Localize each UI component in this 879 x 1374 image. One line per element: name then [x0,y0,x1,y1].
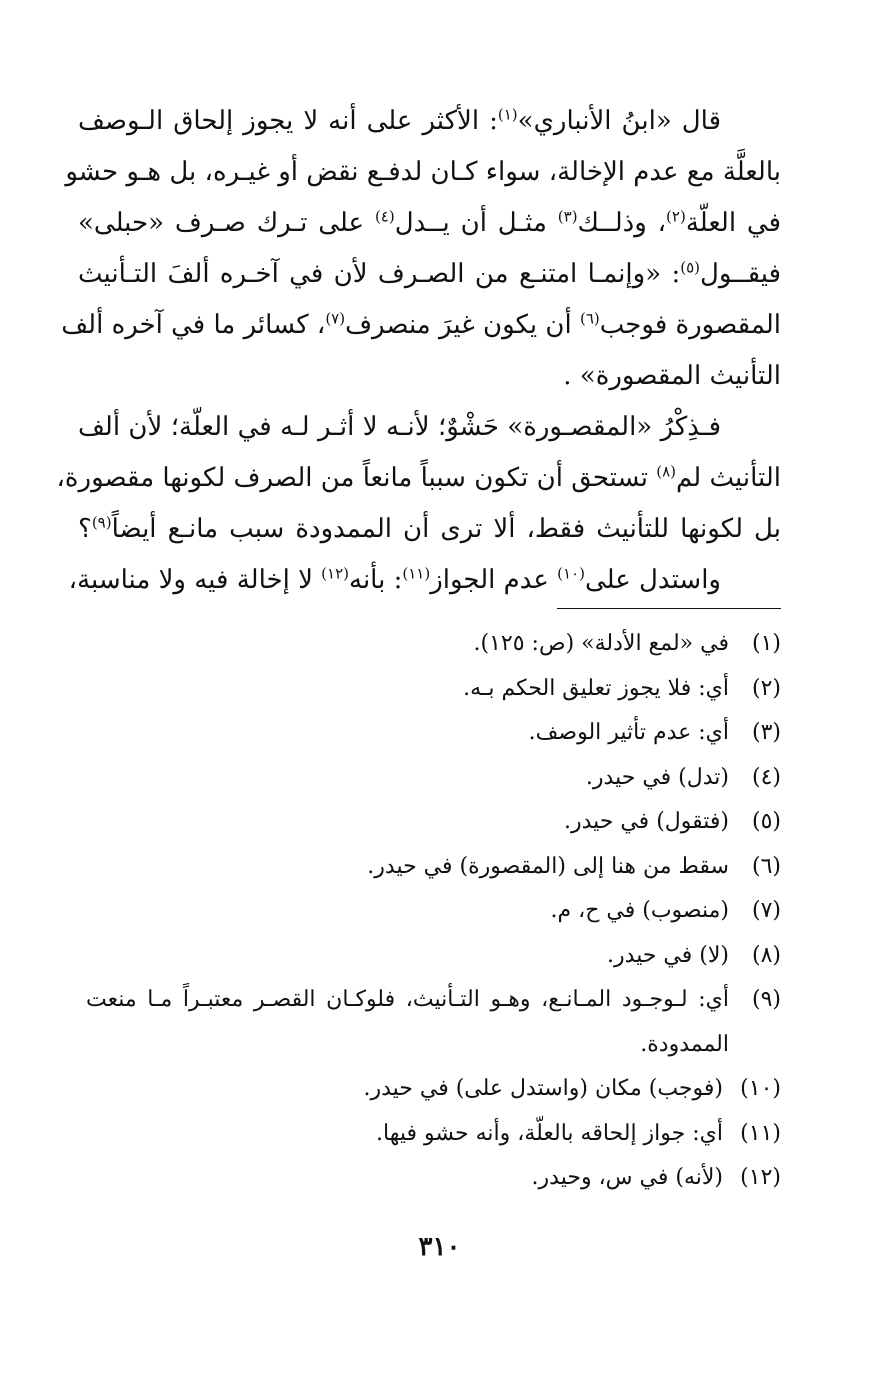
text-line [78,96,781,147]
text-segment: ، كسائر ما في آخره ألف [61,310,326,340]
footnote [86,756,781,801]
footnote [86,1112,781,1157]
footnote-number: (٧) [751,898,781,923]
footnote-text [86,978,729,1067]
text-segment: المقصورة فوجب [599,310,781,340]
footnote-ref: (٢) [666,207,686,226]
text-segment: ، وذلــك [577,208,667,238]
text-line [78,249,781,300]
footnote-number: (١٢) [740,1165,781,1190]
footnote [86,978,781,1067]
text-line [68,555,781,606]
text-segment: في العلّة [685,208,782,238]
footnote [86,1067,781,1112]
footnote-text: أي: جواز إلحاقه بالعلّة، وأنه حشو فيها. [376,1120,723,1146]
text-line [61,300,781,351]
footnote-ref: (٦) [580,309,600,328]
text-segment: ؟ [78,514,92,544]
text-line [65,147,781,198]
text-segment: بالعلَّة مع عدم الإخالة، سواء كـان لدفـع نقض أو غيـره، بل هـو حشو [65,157,781,187]
footnote-text: (لأنه) في س، وحيدر. [531,1165,723,1190]
footnote-text: سقط من هنا إلى (المقصورة) في حيدر. [367,853,729,879]
footnote-number: (٨) [751,942,781,968]
text-segment: مثـل أن يــدل [394,208,558,238]
text-segment: التأنيث المقصورة» . [563,361,781,391]
footnote [86,1156,781,1201]
footnote-text-line: الممدودة. [640,1031,729,1057]
text-segment: التأنيث لم [675,463,781,493]
text-segment: : «وإنمـا امتنـع من الصـرف لأن في آخـره ألفَ التـأنيث [78,259,681,289]
footnote-ref: (٥) [680,258,701,277]
footnote-number: (٦) [751,853,781,879]
footnote-text-line: أي: لـوجـود المـانـع، وهـو التـأنيث، فلوكـان القصـر معتبـراً مـا منعت [86,987,729,1012]
text-line [78,402,781,453]
text-segment: على تـرك صـرف «حبلى» [78,208,375,238]
text-segment: تستحق أن تكون سبباً مانعاً من الصرف لكونها مقصورة، [56,463,657,493]
footnote-ref: (٤) [374,207,395,226]
footnote-number: (١) [751,631,781,656]
footnote [86,667,781,712]
footnote [86,711,781,756]
footnote-number: (٤) [751,764,781,790]
footnote-ref: (٣) [557,207,578,226]
text-segment: عدم الجواز [430,565,558,595]
footnote-text: أي: فلا يجوز تعليق الحكم بـه. [463,675,729,701]
footnote-number: (٥) [751,809,781,834]
text-segment: فـذِكْرُ «المقصـورة» حَشْوٌ؛ لأنـه لا أثـر لـه في العلّة؛ لأن ألف [78,412,721,442]
footnote-ref: (١٢) [321,564,349,583]
text-segment: قال «ابنُ الأنباري» [517,106,721,136]
main-text [56,96,782,606]
footnote [86,934,781,979]
text-segment: فيقــول [700,259,781,289]
text-line [56,453,781,504]
text-line [78,198,781,249]
page-number: ٣١٠ [418,1232,461,1262]
footnote [86,845,781,890]
footnote-text: أي: عدم تأثير الوصف. [528,720,729,745]
footnote-text: (فوجب) مكان (واستدل على) في حيدر. [363,1076,723,1101]
footnote-ref: (٨) [656,462,676,481]
footnote-ref: (١٠) [557,564,585,583]
footnote-ref: (٧) [325,309,346,328]
footnote-number: (٣) [751,720,781,745]
footnote [86,889,781,934]
text-segment: واستدل على [584,565,721,595]
text-segment: بل لكونها للتأنيث فقط، ألا ترى أن الممدودة سبب مانـع أيضاً [111,514,781,544]
text-line [78,504,781,555]
footnote-ref: (١١) [402,564,431,583]
text-segment: لا إخالة فيه ولا مناسبة، [68,565,322,595]
footnote-ref: (٩) [91,513,112,532]
text-segment: : بأنه [349,565,403,595]
footnote-text: (تدل) في حيدر. [585,764,729,790]
footnote-number: (١١) [740,1120,781,1146]
footnotes [86,622,781,1201]
footnote-text: (فتقول) في حيدر. [563,809,729,834]
footnote [86,800,781,845]
footnote [86,622,781,667]
text-segment: أن يكون غيرَ منصرف [345,310,580,340]
footnote-number: (٩) [751,987,781,1012]
footnote-number: (٢) [751,675,781,701]
footnote-number: (١٠) [740,1076,781,1101]
text-segment: : الأكثر على أنه لا يجوز إلحاق الـوصف [78,106,498,136]
footnote-text: (منصوب) في ح، م. [550,898,729,923]
footnote-ref: (١) [497,105,518,124]
footnote-text: (لا) في حيدر. [607,942,729,968]
footnote-text: في «لمع الأدلة» (ص: ١٢٥). [473,631,729,656]
footnote-separator [557,608,781,609]
text-line [78,351,781,402]
